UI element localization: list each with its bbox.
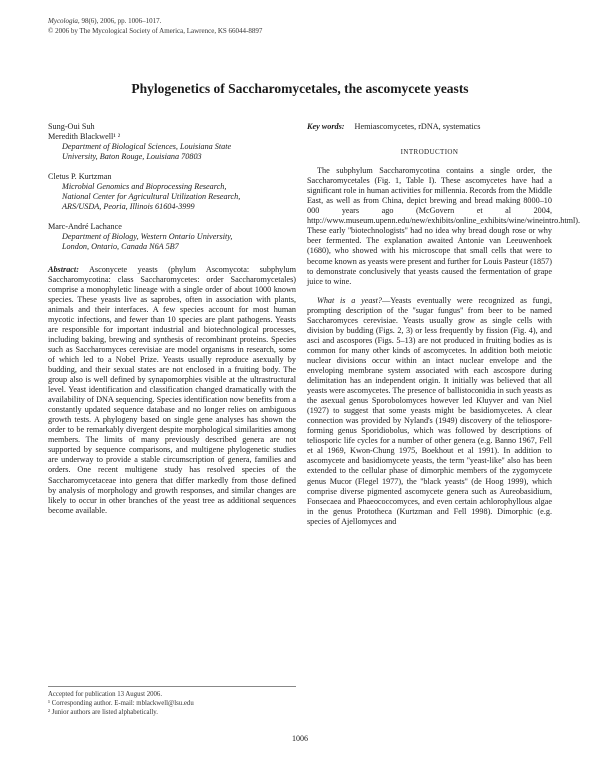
footnote: ² Junior authors are listed alphabetically. — [48, 709, 158, 716]
keywords-text: Hemiascomycetes, rDNA, systematics — [354, 122, 481, 131]
page-number: 1006 — [292, 734, 308, 743]
author-name: Meredith Blackwell¹ ² — [48, 132, 121, 142]
paragraph — [307, 166, 581, 287]
author-name: Sung-Oui Suh — [48, 122, 95, 131]
keywords-label: Key words: — [307, 122, 345, 131]
paragraph-text: —Yeasts eventually were recognized as fungi, prompting description of the ''sugar fungus'' from beer to be named Saccharomyces cerevisiae. Yeasts usually grow as single cells with division by budding (Figs. 2, 3) or less frequently by fission (Fig. 4), and asci and ascospores (Figs. 5–13) are not produced in fruiting bodies as is common for many other kinds of ascomycetes. In addition both meiotic nuclear divisions occur within an intact nuclear envelope and the enveloping membrane system associated with each ascospore during delimitation has an independent origin. It initially was believed that all yeasts were ascomycetes. The presence of ballistoconidia in such yeasts as the asexual genus Sporobolomyces however led Kluyver and van Niel (1927) to suggest that some yeasts might be basidiomycetes. A clear connection was provided by Nyland's (1949) discovery of the teliospore-forming genus Sporidiobolus, which was followed by descriptions of teliosporic life cycles for a number of other genera (e.g. Banno 1967, Fell et al 1969, Kwon-Chung 1975, Boekhout et al 1991). In addition to ascomycete and basidiomycete yeasts, the term ''yeast-like'' also has been extended to the cellular phase of dimorphic members of the zygomycete genus Mucor (Flegel 1977), the ''black yeasts'' (de Hoog 1999), which comprise diverse pigmented ascomycete genera such as Aureobasidium, Fonsecaea and Phaeococcomyces, and even certain achlorophyllous algae in the genus Prototheca (Kurtzman and Fell 1998). Dimorphic (e.g. species of Ajellomyces and — [307, 295, 552, 526]
paragraph — [307, 296, 552, 527]
journal-citation — [48, 17, 262, 27]
abstract — [48, 265, 296, 516]
author-block-3 — [48, 222, 296, 252]
right-column — [307, 122, 581, 527]
footnote: Accepted for publication 13 August 2006. — [48, 691, 163, 698]
author-affiliation: London, Ontario, Canada N6A 5B7 — [62, 242, 179, 252]
journal-header — [48, 17, 262, 36]
author-affiliation: Department of Biological Sciences, Louisiana State — [62, 142, 232, 152]
left-column — [48, 122, 296, 516]
author-affiliation: University, Baton Rouge, Louisiana 70803 — [62, 152, 202, 162]
author-affiliation: Department of Biology, Western Ontario University, — [62, 232, 233, 242]
section-heading-introduction: INTRODUCTION — [400, 148, 459, 157]
keywords — [307, 122, 552, 132]
paragraph-text: The subphylum Saccharomycotina contains a single order, the Saccharomycetales (Fig. 1, Table I). These ascomycetes have had a significant role in human activities for millennia. Records from the Middle East, as well as from China, depict brewing and bread making 8000–10 000 years ago (McGovern et al 2004, http://www.museum.upenn.edu/new/exhibits/online_exhibits/wine/wineintro.html). These early ''biotechnologists'' had no idea why bread dough rose or why beer fermented. The explanation awaited Antonie van Leeuwenhoek (1680), who showed with his microscope that small cells that were to become known as yeasts were present and further for Louis Pasteur (1857) to demonstrate conclusively that yeasts caused the fermentation of grape juice to wine. — [307, 166, 581, 286]
author-affiliation: National Center for Agricultural Utilization Research, — [62, 192, 241, 202]
author-block-2 — [48, 172, 296, 212]
paper-title: Phylogenetics of Saccharomycetales, the ascomycete yeasts — [131, 81, 469, 96]
author-affiliation: Microbial Genomics and Bioprocessing Research, — [62, 182, 227, 192]
footnotes — [48, 686, 296, 717]
journal-volume: 98(6), 2006, pp. 1006–1017. — [79, 17, 162, 25]
journal-name: Mycologia, — [48, 17, 80, 25]
author-name: Marc-André Lachance — [48, 222, 122, 232]
footnote: ¹ Corresponding author. E-mail: mblackwell@lsu.edu — [48, 700, 194, 707]
abstract-label: Abstract: — [48, 264, 79, 274]
author-block-1 — [48, 122, 296, 162]
paragraph-lead: What is a yeast? — [317, 295, 382, 305]
author-affiliation: ARS/USDA, Peoria, Illinois 61604-3999 — [62, 202, 195, 212]
abstract-text: Asconycete yeasts (phylum Ascomycota: subphylum Saccharomycotina: class Saccharomycetes: order Saccharomycetales) comprise a monophyletic lineage with a single order of about 1000 known species. These yeasts live as saprobes, often in association with plants, animals and their interfaces. A few species account for most human mycotic infections, and fewer than 10 species are plant pathogens. Yeasts are responsible for important industrial and biotechnological processes, including baking, brewing and synthesis of recombinant proteins. Species such as Saccharomyces cerevisiae are model organisms in research, some of which led to a Nobel Prize. Yeasts usually reproduce asexually by budding, and their sexual states are not enclosed in a fruiting body. The group also is well defined by synapomorphies visible at the ultrastructural level. Yeast identification and classification changed dramatically with the availability of DNA sequencing. Species identification now benefits from a constantly updated sequence database and no longer relies on ambiguous growth tests. A phylogeny based on single gene analyses has shown the order to be remarkably divergent despite morphological similarities among members. The limits of many previously described genera are not supported by sequence comparisons, and multigene phylogenetic studies are underway to provide a stable circumscription of genera, families and orders. One recent multigene study has resolved species of the Saccharomycetaceae into genera that differ markedly from those defined by analysis of morphology and growth responses, and similar changes are likely to occur in other branches of the yeast tree as additional sequences become available. — [48, 264, 296, 515]
copyright-line: © 2006 by The Mycological Society of America, Lawrence, KS 66044-8897 — [48, 26, 263, 35]
author-name: Cletus P. Kurtzman — [48, 172, 112, 182]
